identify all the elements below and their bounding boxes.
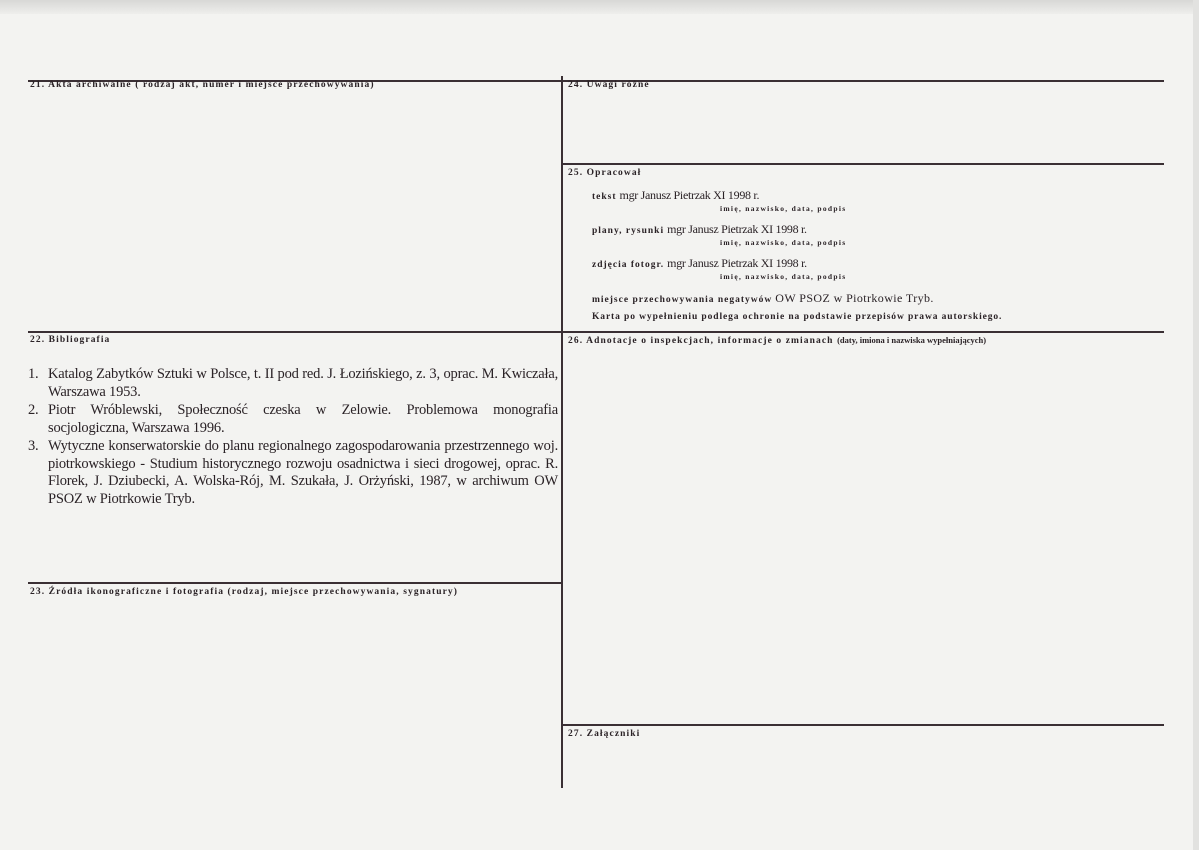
section-24-heading: 24. Uwagi różne (568, 80, 650, 90)
section-23-heading: 23. Źródła ikonograficzne i fotografia (rodzaj, miejsce przechowywania, sygnatury) (30, 587, 459, 597)
negatives-row (592, 291, 934, 307)
prepared-text-label: tekst (592, 192, 617, 202)
bibliography-text: Wytyczne konserwatorskie do planu regionalnego zagospodarowania przestrzennego woj. piotrkowskiego - Studium historycznego rozwoju osadnictwa i sieci drogowej, oprac. R. Florek, J. Dziubecki, A. Wolska-Rój, M. Szukała, J. Orżyński, 1987, w archiwum OW PSOZ w Piotrkowie Tryb. (48, 438, 558, 507)
rule-24-25 (562, 163, 1164, 165)
prepared-plans-caption: imię, nazwisko, data, podpis (720, 238, 847, 247)
copyright-note: Karta po wypełnieniu podlega ochronie na podstawie przepisów prawa autorskiego. (592, 312, 1003, 322)
prepared-text-caption: imię, nazwisko, data, podpis (720, 204, 847, 213)
section-22-heading: 22. Bibliografia (30, 335, 111, 345)
prepared-plans-row (592, 222, 807, 238)
prepared-photos-caption: imię, nazwisko, data, podpis (720, 272, 847, 281)
prepared-photos-value: mgr Janusz Pietrzak XI 1998 r. (667, 256, 807, 270)
section-26-note: (daty, imiona i nazwiska wypełniających) (837, 335, 987, 345)
bibliography-number: 2. (28, 402, 39, 418)
prepared-text-value: mgr Janusz Pietrzak XI 1998 r. (619, 188, 760, 202)
section-21-heading: 21. Akta archiwalne ( rodzaj akt, numer i miejsce przechowywania) (30, 80, 375, 90)
section-26-title: 26. Adnotacje o inspekcjach, informacje o zmianach (568, 336, 834, 346)
rule-left-22 (28, 331, 562, 333)
page-right-edge (1193, 0, 1199, 850)
bibliography-text: Piotr Wróblewski, Społeczność czeska w Zelowie. Problemowa monografia socjologiczna, Warszawa 1996. (48, 402, 558, 436)
prepared-photos-label: zdjęcia fotogr. (592, 260, 665, 270)
prepared-photos-row (592, 256, 807, 272)
bibliography-item (28, 366, 558, 401)
rule-vertical (561, 76, 563, 788)
rule-right-27 (562, 724, 1164, 726)
section-26-heading (568, 335, 986, 347)
bibliography-text: Katalog Zabytków Sztuki w Polsce, t. II pod red. J. Łozińskiego, z. 3, oprac. M. Kwiczała, Warszawa 1953. (48, 366, 558, 400)
bibliography-item (28, 402, 558, 437)
negatives-value: OW PSOZ w Piotrkowie Tryb. (775, 291, 934, 305)
rule-right-26 (562, 331, 1164, 333)
bibliography-list (28, 366, 558, 509)
bibliography-number: 1. (28, 366, 39, 382)
negatives-label: miejsce przechowywania negatywów (592, 295, 773, 305)
prepared-text-row (592, 188, 759, 204)
rule-left-23 (28, 582, 562, 584)
page-top-edge (0, 0, 1199, 14)
section-27-heading: 27. Załączniki (568, 729, 641, 739)
section-25-heading: 25. Opracował (568, 168, 642, 178)
prepared-plans-value: mgr Janusz Pietrzak XI 1998 r. (667, 222, 807, 236)
bibliography-item (28, 438, 558, 508)
prepared-plans-label: plany, rysunki (592, 226, 665, 236)
rule-top-right (562, 80, 1164, 82)
bibliography-number: 3. (28, 438, 39, 454)
